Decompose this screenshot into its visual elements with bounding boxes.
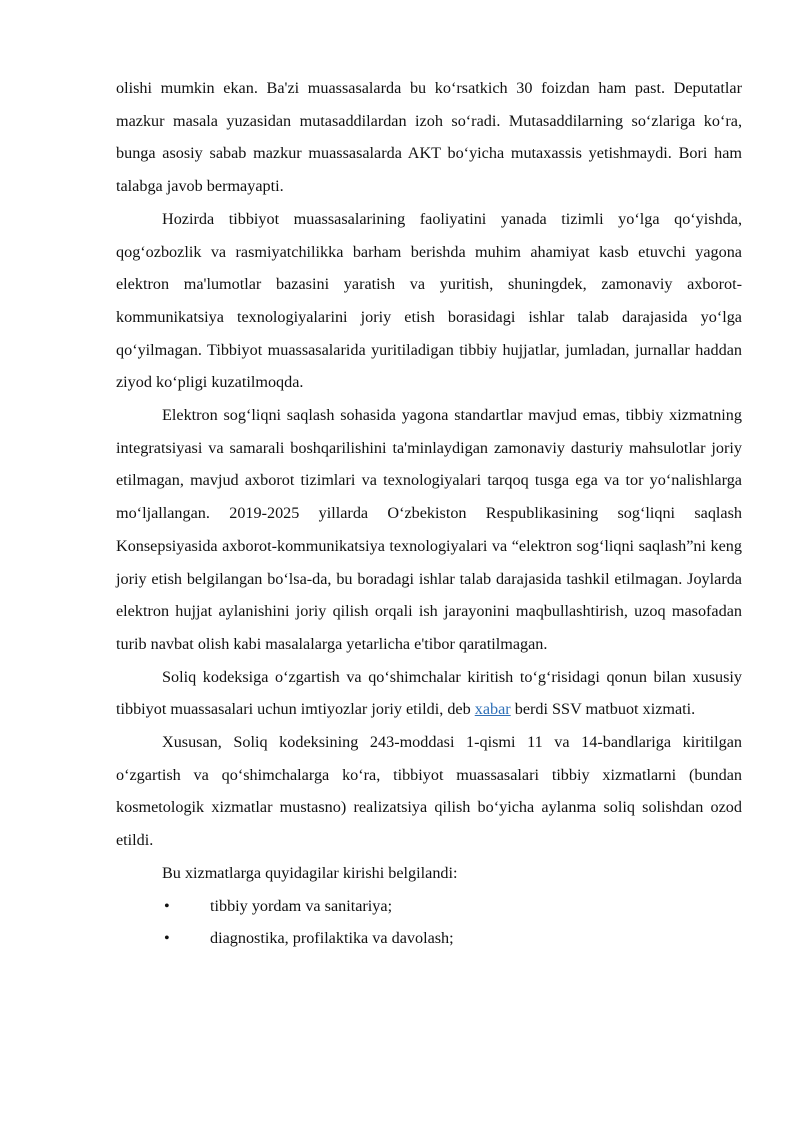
paragraph-e-health: Elektron sog‘liqni saqlash sohasida yagona standartlar mavjud emas, tibbiy xizmatning integratsiyasi va samarali boshqarilishini ta'minlaydigan zamonaviy dasturiy mahsulotlar joriy etilmagan, mavjud axborot tizimlari va texnologiyalari tarqoq tusga ega va tor yo‘nalishlarga mo‘ljallangan. 2019-2025 yillarda O‘zbekiston Respublikasining sog‘liqni saqlash Konsepsiyasida axborot-kommunikatsiya texnologiyalari va “elektron sog‘liqni saqlash”ni keng joriy etish belgilangan bo‘lsa-da, bu boradagi ishlar talab darajasida tashkil etilmagan. Joylarda elektron hujjat aylanishini joriy qilish orqali ish jarayonini maqbullashtirish, uzoq masofadan turib navbat olish kabi masalalarga yetarlicha e'tibor qaratilmagan. — [116, 406, 742, 653]
news-text-after: berdi SSV matbuot xizmati. — [510, 700, 696, 719]
list-item-text: tibbiy yordam va sanitariya; — [210, 896, 393, 915]
xabar-link[interactable]: xabar — [474, 700, 511, 719]
list-item — [116, 922, 742, 955]
paragraph-ict-staff: olishi mumkin ekan. Ba'zi muassasalarda bu ko‘rsatkich 30 foizdan ham past. Deputatlar mazkur masala yuzasidan mutasaddilardan izoh so‘radi. Mutasaddilarning so‘zlariga ko‘ra, bunga asosiy sabab mazkur muassasalarda AKT bo‘yicha mutaxassis yetishmaydi. Bori ham talabga javob bermayapti. — [116, 79, 742, 196]
paragraph-tax-news — [116, 661, 742, 726]
bullet-icon: • — [164, 929, 170, 948]
news-text-before: Soliq kodeksiga o‘zgartish va qo‘shimchalar kiritish to‘g‘risidagi qonun bilan xususiy tibbiyot muassasalari uchun imtiyozlar joriy etildi, deb — [116, 667, 742, 719]
paragraph-database: Hozirda tibbiyot muassasalarining faoliyatini yanada tizimli yo‘lga qo‘yishda, qog‘ozbozlik va rasmiyatchilikka barham berishda muhim ahamiyat kasb etuvchi yagona elektron ma'lumotlar bazasini yaratish va yuritish, shuningdek, zamonaviy axborot-kommunikatsiya texnologiyalarini joriy etish borasidagi ishlar talab darajasida yo‘lga qo‘yilmagan. Tibbiyot muassasalarida yuritiladigan tibbiy hujjatlar, jumladan, jurnallar haddan ziyod ko‘pligi kuzatilmoqda. — [116, 209, 742, 392]
list-item-text: diagnostika, profilaktika va davolash; — [210, 929, 454, 948]
list-intro: Bu xizmatlarga quyidagilar kirishi belgilandi: — [162, 863, 458, 882]
document-page — [116, 72, 742, 955]
bullet-icon: • — [164, 896, 170, 915]
paragraph-tax-exemption: Xususan, Soliq kodeksining 243-moddasi 1-qismi 11 va 14-bandlariga kiritilgan o‘zgartish va qo‘shimchalarga ko‘ra, tibbiyot muassasalari tibbiy xizmatlarni (bundan kosmetologik xizmatlar mustasno) realizatsiya qilish bo‘yicha aylanma soliq solishdan ozod etildi. — [116, 733, 742, 850]
services-list — [116, 890, 742, 955]
list-item — [116, 890, 742, 923]
